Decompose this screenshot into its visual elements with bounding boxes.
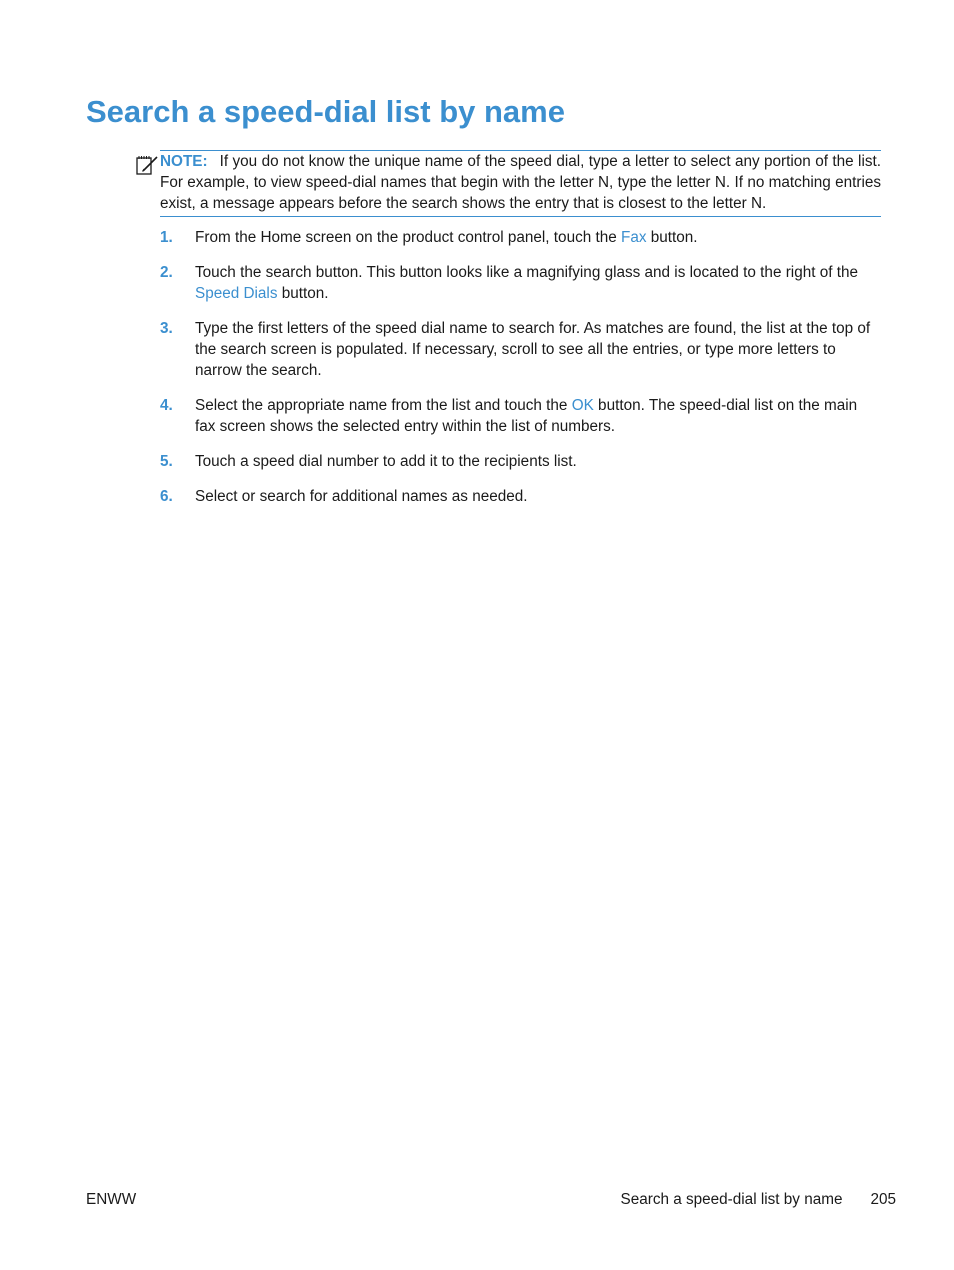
footer-section: Search a speed-dial list by name xyxy=(620,1191,843,1208)
step-number: 5. xyxy=(160,453,173,470)
step-number: 2. xyxy=(160,264,173,281)
note-label: NOTE: xyxy=(160,153,208,170)
step-text: From the Home screen on the product control panel, touch the xyxy=(195,229,621,246)
step-number: 4. xyxy=(160,397,173,414)
steps-list xyxy=(160,227,880,521)
speed-dials-ui-label: Speed Dials xyxy=(195,285,278,302)
step-text: Touch the search button. This button looks like a magnifying glass and is located to the right of the xyxy=(195,264,858,281)
step-1 xyxy=(160,227,880,248)
note-pad-icon xyxy=(135,153,159,177)
step-text: button. xyxy=(277,285,329,302)
step-number: 1. xyxy=(160,229,173,246)
step-6 xyxy=(160,486,880,507)
step-number: 3. xyxy=(160,320,173,337)
step-text: Touch a speed dial number to add it to the recipients list. xyxy=(195,453,577,470)
step-4 xyxy=(160,395,880,437)
page-number: 205 xyxy=(870,1191,896,1208)
step-text: Type the first letters of the speed dial name to search for. As matches are found, the list at the top of the search screen is populated. If necessary, scroll to see all the entries, or type more letters to narrow the search. xyxy=(195,320,871,379)
note-text: If you do not know the unique name of the speed dial, type a letter to select any portion of the list. For example, to view speed-dial names that begin with the letter N, type the letter N. If no matching entries exist, a message appears before the search shows the entry that is closest to the letter N. xyxy=(160,153,881,212)
page-title: Search a speed-dial list by name xyxy=(86,94,565,129)
ok-ui-label: OK xyxy=(571,397,594,414)
note-box xyxy=(160,150,881,217)
footer-right xyxy=(621,1189,896,1210)
step-text: button. The speed-dial list on the main fax screen shows the selected entry within the list of numbers. xyxy=(195,397,858,435)
fax-ui-label: Fax xyxy=(621,229,647,246)
step-2 xyxy=(160,262,880,304)
step-text: button. xyxy=(646,229,698,246)
step-3 xyxy=(160,318,880,381)
footer-locale: ENWW xyxy=(86,1191,137,1208)
step-text: Select or search for additional names as needed. xyxy=(195,488,528,505)
step-text: Select the appropriate name from the list and touch the xyxy=(195,397,572,414)
step-5 xyxy=(160,451,880,472)
step-number: 6. xyxy=(160,488,173,505)
